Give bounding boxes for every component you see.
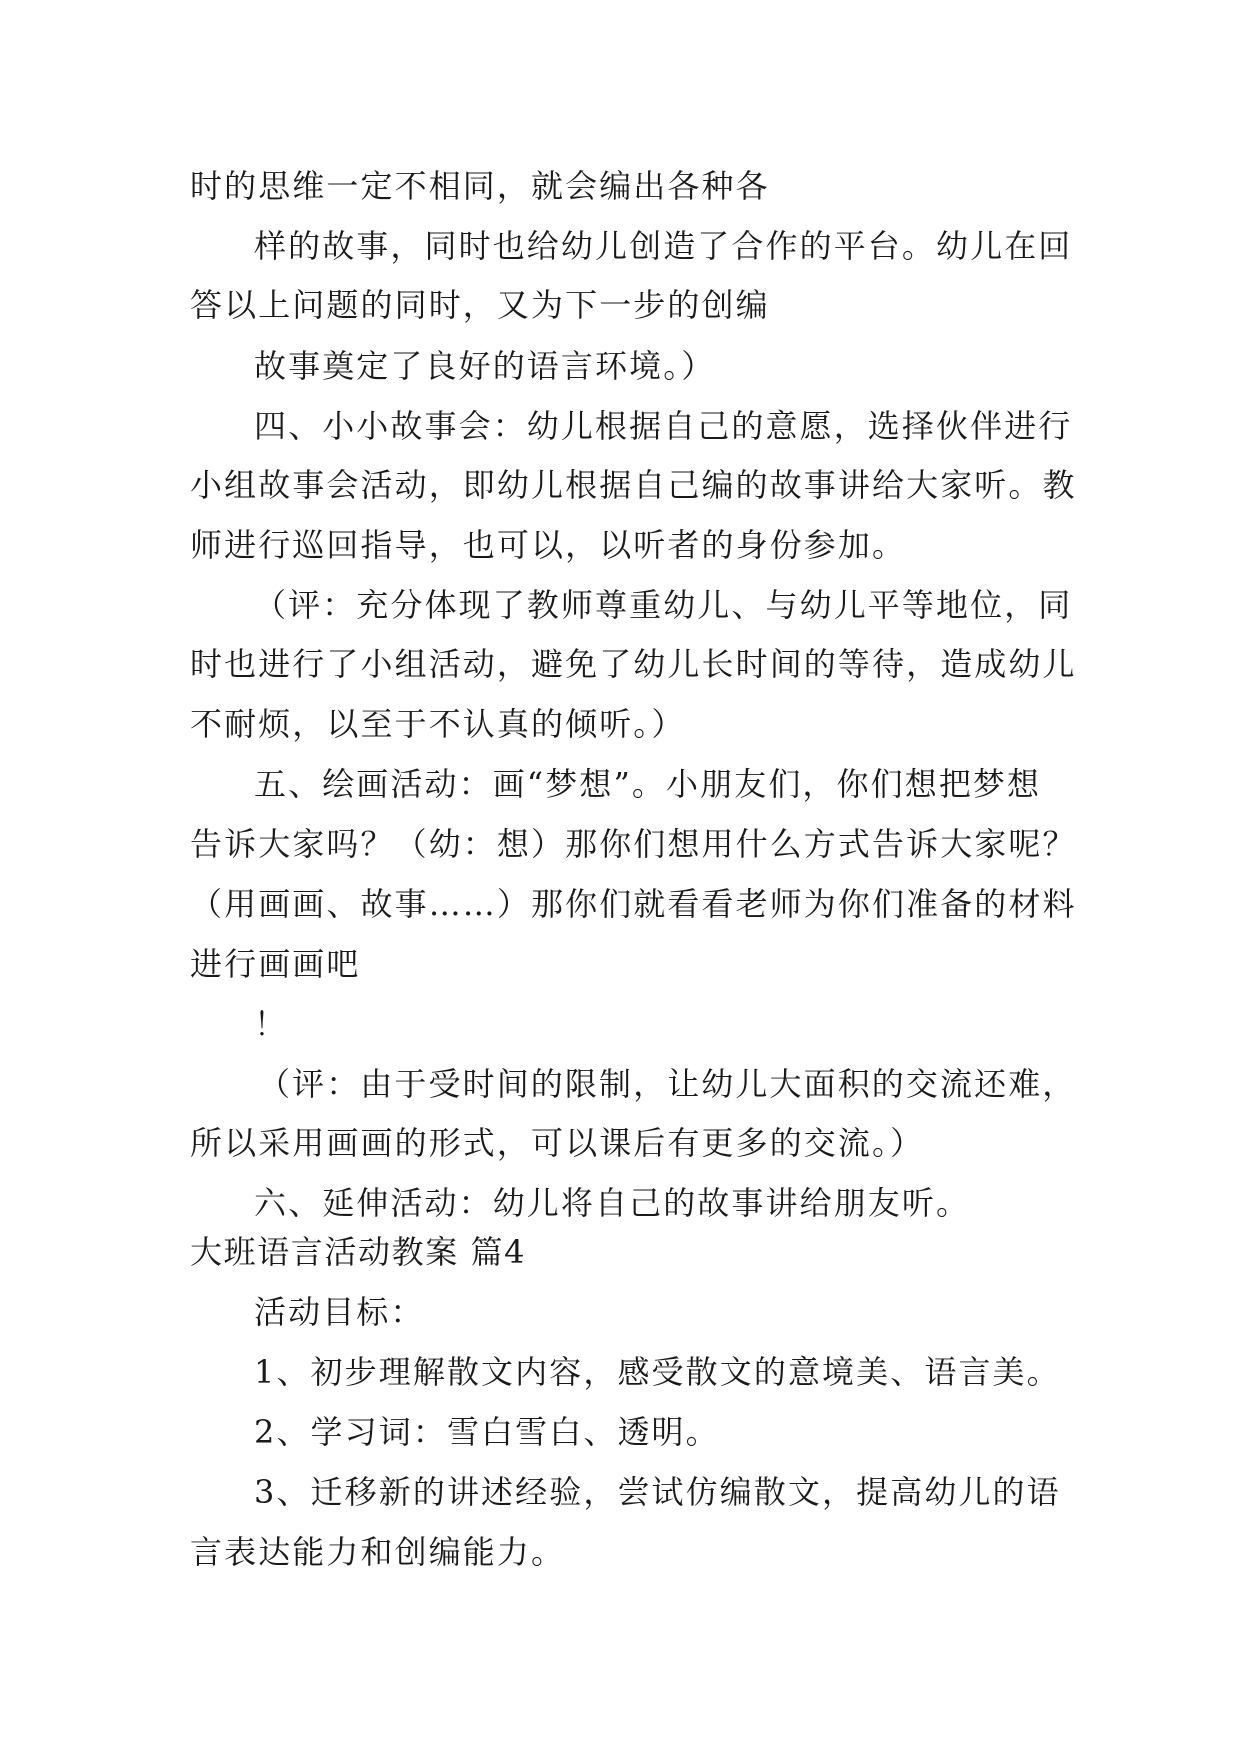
text-line: 四、小小故事会：幼儿根据自己的意愿，选择伙伴进行: [254, 407, 1073, 445]
text-line: 样的故事，同时也给幼儿创造了合作的平台。幼儿在回: [254, 227, 1073, 265]
section-heading: 大班语言活动教案 篇4: [190, 1233, 527, 1271]
text-line: 五、绘画活动：画“梦想”。小朋友们，你们想把梦想: [254, 765, 1042, 803]
text-line: （用画画、故事……）那你们就看看老师为你们准备的材料: [190, 885, 1077, 923]
text-line: 故事奠定了良好的语言环境。）: [254, 347, 716, 385]
list-item: 3、迁移新的讲述经验，尝试仿编散文，提高幼儿的语: [254, 1473, 1061, 1511]
text-line: （评：由于受时间的限制，让幼儿大面积的交流还难，: [258, 1065, 1077, 1103]
text-line: 不耐烦，以至于不认真的倾听。）: [190, 705, 686, 743]
text-line: 言表达能力和创编能力。: [190, 1533, 566, 1571]
text-line: 小组故事会活动，即幼儿根据自己编的故事讲给大家听。教: [190, 466, 1077, 504]
text-line: 答以上问题的同时，又为下一步的创编: [190, 286, 770, 324]
text-line: 所以采用画画的形式，可以课后有更多的交流。）: [190, 1124, 925, 1162]
text-line: 时也进行了小组活动，避免了幼儿长时间的等待，造成幼儿: [190, 645, 1077, 683]
text-line: （评：充分体现了教师尊重幼儿、与幼儿平等地位，同: [254, 586, 1073, 624]
text-line: ！: [254, 1005, 289, 1043]
text-line: 师进行巡回指导，也可以，以听者的身份参加。: [190, 526, 907, 564]
list-item: 2、学习词：雪白雪白、透明。: [254, 1413, 720, 1451]
text-line: 活动目标：: [254, 1293, 425, 1331]
text-line: 时的思维一定不相同，就会编出各种各: [190, 167, 770, 205]
text-line: 告诉大家吗？（幼：想）那你们想用什么方式告诉大家呢？: [190, 825, 1077, 863]
text-line: 六、延伸活动：幼儿将自己的故事讲给朋友听。: [254, 1184, 971, 1222]
list-item: 1、初步理解散文内容，感受散文的意境美、语言美。: [254, 1353, 1061, 1391]
text-line: 进行画画吧: [190, 945, 361, 983]
